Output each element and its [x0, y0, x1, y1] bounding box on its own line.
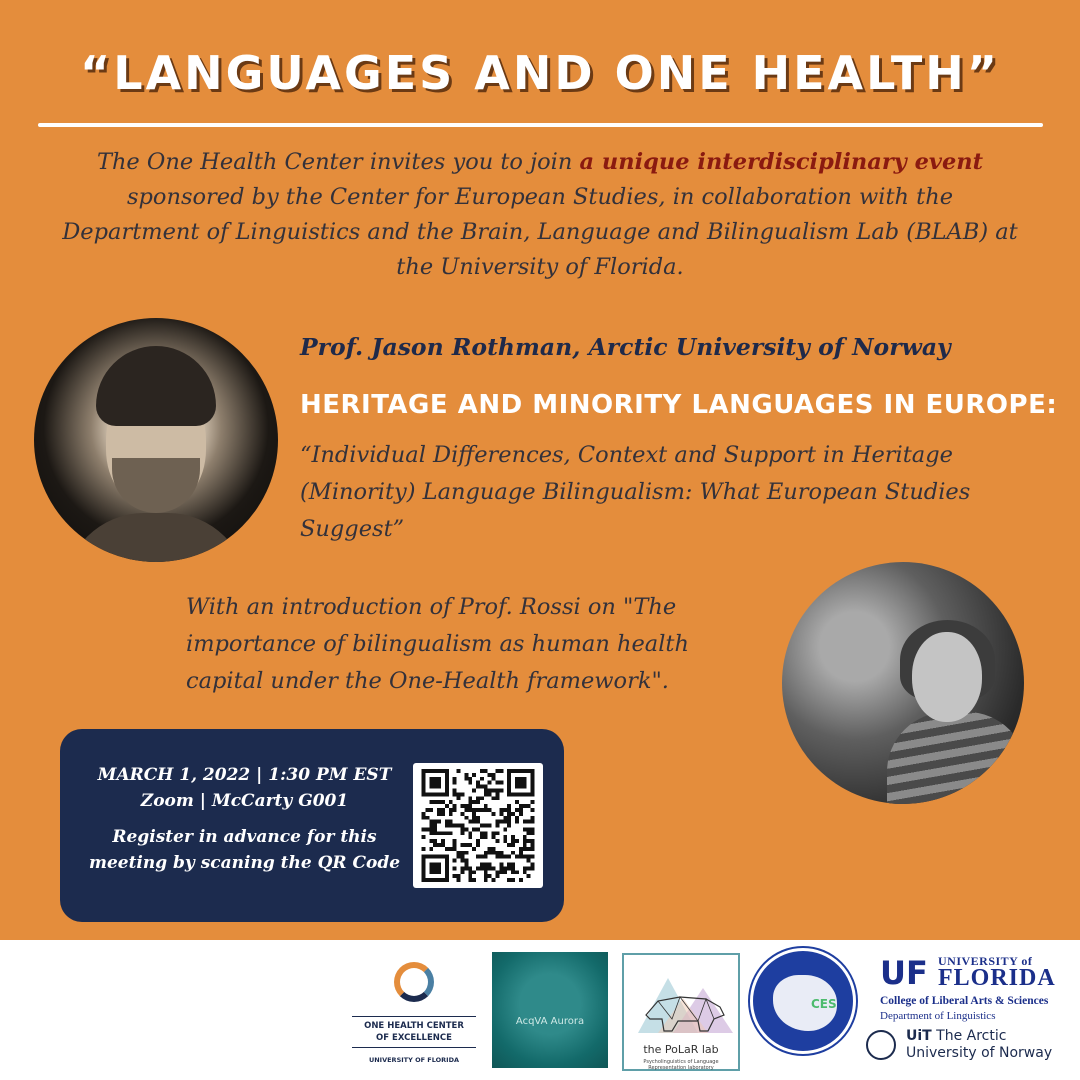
ohc-university: UNIVERSITY OF FLORIDA	[368, 1056, 460, 1064]
introduction-text: With an introduction of Prof. Rossi on "The importance of bilingualism as human health capital under the One-Health framework".	[186, 594, 689, 694]
ohc-line1: ONE HEALTH CENTER	[364, 1021, 464, 1031]
one-health-center-logo	[352, 958, 476, 1073]
uf-college: College of Liberal Arts & Sciences	[880, 995, 1049, 1007]
uit-seal-icon	[866, 1030, 896, 1060]
registration-instructions: Register in advance for this meeting by scaning the QR Code	[88, 827, 401, 873]
swirl-icon	[394, 962, 434, 1002]
polar-bear-icon	[628, 963, 738, 1041]
polar-tagline: Psycholinguistics of Language Representation laboratory	[643, 1059, 719, 1071]
ohc-line2: OF EXCELLENCE	[376, 1033, 452, 1043]
center-european-studies-logo	[750, 948, 856, 1054]
title-divider	[38, 123, 1043, 127]
event-title: “LANGUAGES AND ONE HEALTH”	[80, 46, 1000, 100]
qr-code-image	[419, 769, 537, 882]
uf-florida: FLORIDA	[938, 965, 1056, 991]
ohc-logo-text	[352, 1016, 476, 1048]
acqva-aurora-logo	[492, 952, 608, 1068]
intro-text-start: The One Health Center invites you to join	[96, 149, 580, 175]
event-date-time: MARCH 1, 2022 | 1:30 PM EST	[97, 765, 392, 785]
registration-box	[60, 729, 564, 922]
ces-text: CES	[811, 997, 837, 1011]
uf-university-of: UNIVERSITY of	[938, 954, 1033, 968]
polar-lab-logo	[622, 953, 740, 1071]
introducer-photo	[782, 562, 1024, 804]
sponsor-footer	[0, 940, 1080, 1080]
talk-heading: HERITAGE AND MINORITY LANGUAGES IN EUROPE:	[300, 390, 1058, 420]
uit-line2: University of Norway	[906, 1045, 1053, 1061]
acqva-text: AcqVA Aurora	[515, 1016, 585, 1027]
qr-code[interactable]	[413, 763, 543, 888]
intro-highlight: a unique interdisciplinary event	[579, 149, 984, 175]
polar-text: the PoLaR lab	[643, 1043, 719, 1056]
uf-department: Department of Linguistics	[880, 1010, 996, 1022]
talk-subtitle: “Individual Differences, Context and Support in Heritage (Minority) Language Bilingualism: What European Studies Suggest”	[300, 442, 971, 542]
intro-paragraph	[60, 145, 1020, 285]
event-location: Zoom | McCarty G001	[140, 791, 349, 811]
speaker-name: Prof. Jason Rothman, Arctic University of Norway	[300, 333, 951, 361]
registration-text	[82, 762, 407, 876]
intro-text-end: sponsored by the Center for European Studies, in collaboration with the Department of Linguistics and the Brain, Language and Bilingualism Lab (BLAB) at the University of Florida.	[62, 184, 1018, 280]
uit-line1: UiT The Arctic	[906, 1028, 1007, 1044]
uf-mark: UF	[880, 954, 928, 992]
speaker-photo	[34, 318, 278, 562]
